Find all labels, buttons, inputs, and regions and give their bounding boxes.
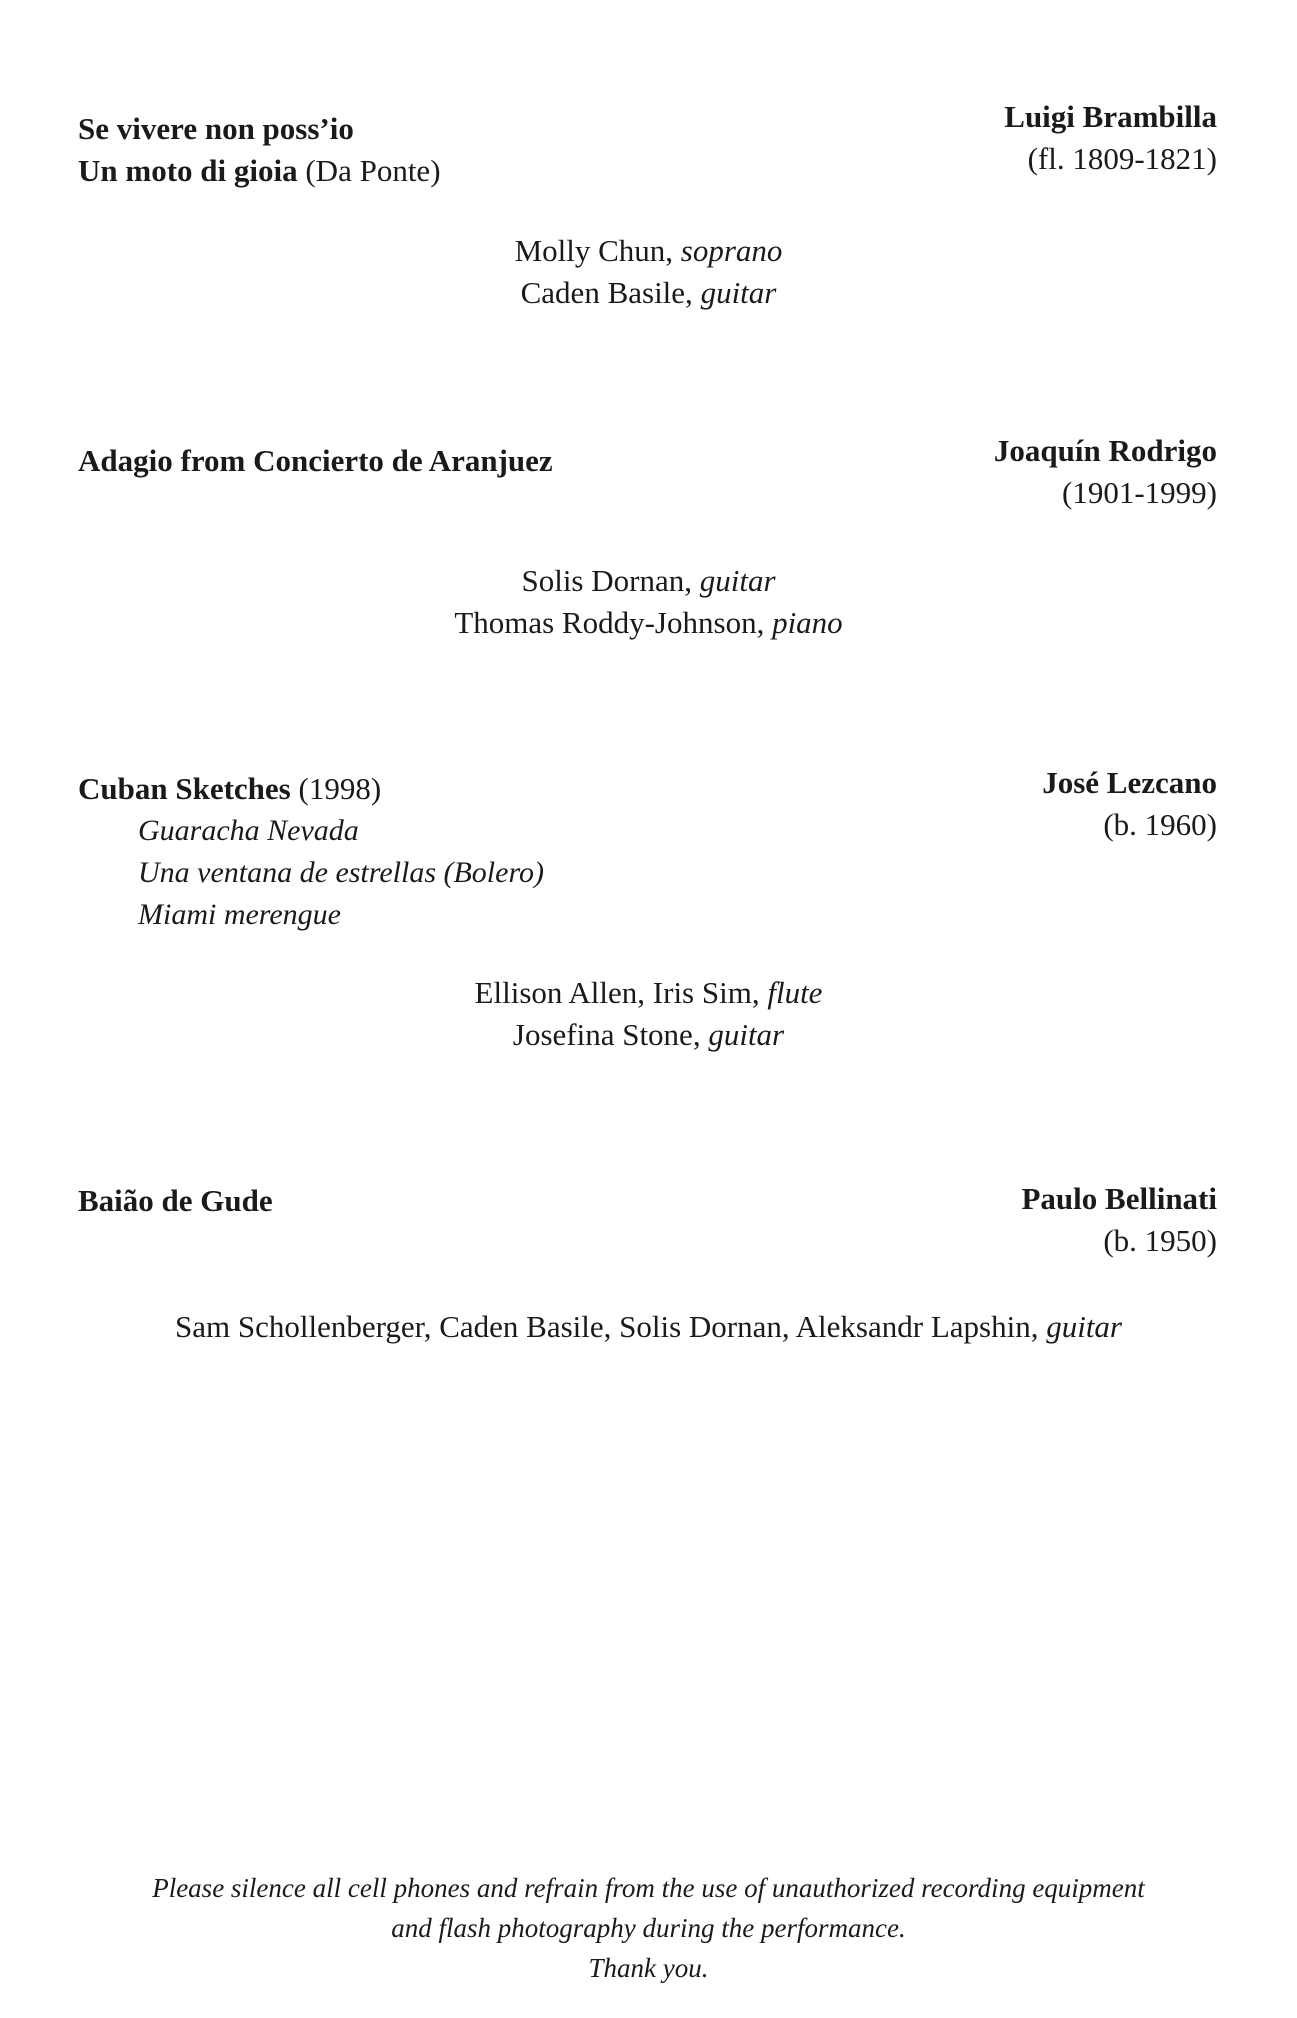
composer-info — [797, 96, 1217, 180]
performer-line — [0, 230, 1297, 272]
composer-info — [797, 430, 1217, 514]
piece-title — [78, 1180, 838, 1222]
performer-line — [0, 1306, 1297, 1348]
composer-name: Luigi Brambilla — [1004, 99, 1217, 134]
movement-1: Guaracha Nevada — [138, 814, 359, 847]
performer-list — [0, 1306, 1297, 1348]
notice-line-1: Please silence all cell phones and refrain from the use of unauthorized recording equipment — [152, 1873, 1145, 1903]
composer-dates: (b. 1950) — [1103, 1223, 1217, 1258]
title-text: Baião de Gude — [78, 1183, 273, 1218]
performer-instrument: flute — [767, 975, 823, 1010]
performer-names: Solis Dornan, — [521, 563, 700, 598]
title-line — [78, 108, 838, 150]
performer-instrument: guitar — [1046, 1309, 1122, 1344]
composer-name: José Lezcano — [1042, 765, 1217, 800]
title-text: Adagio from Concierto de Aranjuez — [78, 443, 553, 478]
performer-names: Molly Chun, — [514, 233, 681, 268]
performer-instrument: guitar — [700, 275, 777, 310]
composer-dates: (fl. 1809-1821) — [1027, 141, 1217, 176]
performer-instrument: soprano — [680, 233, 783, 268]
performer-line — [0, 560, 1297, 602]
notice-line-3: Thank you. — [588, 1953, 709, 1983]
movement-2: Una ventana de estrellas (Bolero) — [138, 856, 545, 889]
title-line — [78, 768, 838, 810]
performer-names: Thomas Roddy-Johnson, — [454, 605, 773, 640]
composer-name: Paulo Bellinati — [1021, 1181, 1217, 1216]
performer-list — [0, 972, 1297, 1056]
performer-line — [0, 1014, 1297, 1056]
title-text: Un moto di gioia — [78, 153, 298, 188]
composer-name: Joaquín Rodrigo — [993, 433, 1217, 468]
year-text: (1998) — [290, 771, 382, 806]
librettist-text: (Da Ponte) — [297, 153, 441, 188]
composer-dates: (b. 1960) — [1103, 807, 1217, 842]
piece-title — [78, 440, 838, 482]
performer-line — [0, 272, 1297, 314]
composer-dates: (1901-1999) — [1062, 475, 1217, 510]
piece-title — [78, 768, 838, 936]
title-text: Se vivere non poss’io — [78, 111, 354, 146]
performer-line — [0, 602, 1297, 644]
composer-info — [797, 1178, 1217, 1262]
performer-list — [0, 230, 1297, 314]
title-line — [78, 150, 838, 192]
performer-names: Caden Basile, — [520, 275, 701, 310]
title-line — [78, 1180, 838, 1222]
performer-names: Ellison Allen, Iris Sim, — [474, 975, 768, 1010]
performer-instrument: guitar — [699, 563, 776, 598]
notice-line-2: and flash photography during the performance. — [391, 1913, 906, 1943]
performer-instrument: piano — [772, 605, 843, 640]
piece-title — [78, 108, 838, 192]
audience-notice — [0, 1868, 1297, 1988]
performer-names: Josefina Stone, — [512, 1017, 709, 1052]
performer-line — [0, 972, 1297, 1014]
title-line — [78, 440, 838, 482]
performer-names: Sam Schollenberger, Caden Basile, Solis Dornan, Aleksandr Lapshin, — [174, 1309, 1047, 1344]
performer-list — [0, 560, 1297, 644]
movement-3: Miami merengue — [138, 898, 341, 931]
title-text: Cuban Sketches — [78, 771, 291, 806]
composer-info — [797, 762, 1217, 846]
performer-instrument: guitar — [708, 1017, 785, 1052]
